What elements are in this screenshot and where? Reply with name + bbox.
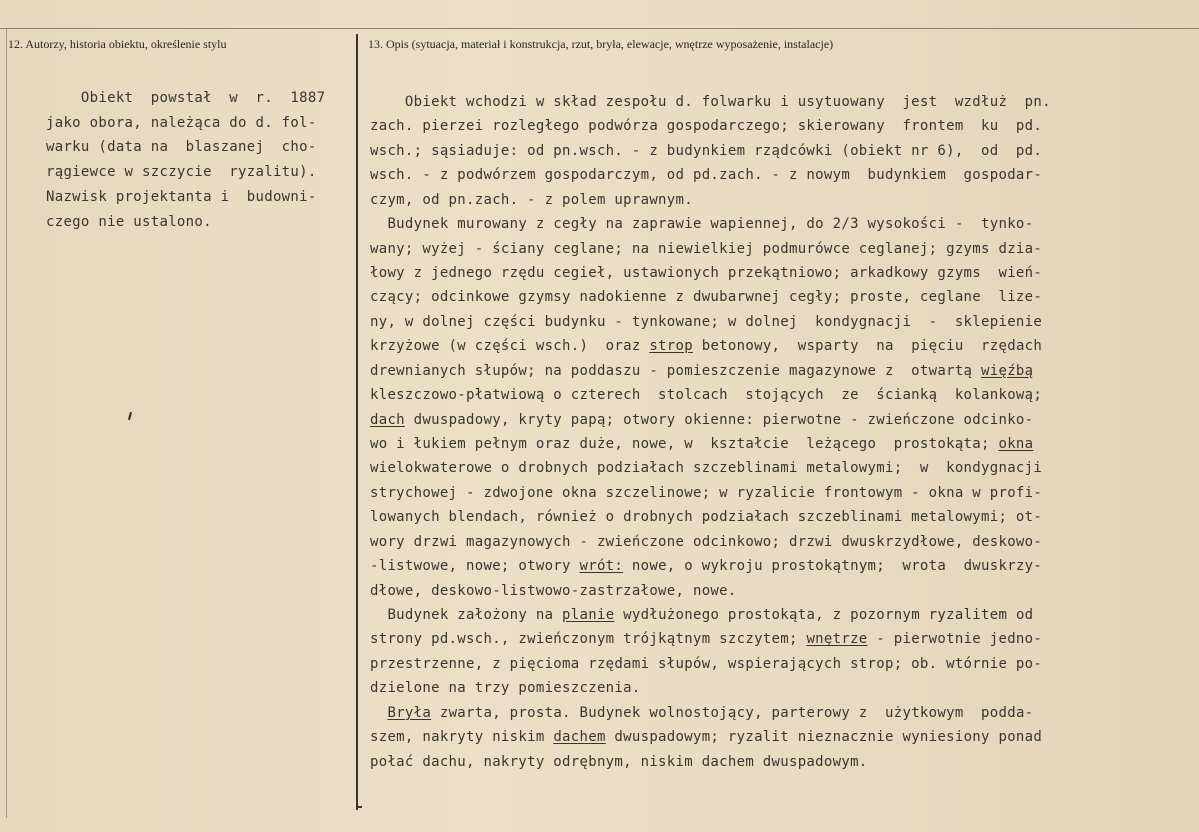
text-segment: wsch.; sąsiaduje: od pn.wsch. - z budynkiem rządcówki (obiekt nr 6), od pd. (370, 142, 1043, 159)
divider-tick (356, 806, 362, 808)
text-segment: - pierwotnie jedno- (867, 631, 1043, 648)
left-text-line: rągiewce w szczycie ryzalitu). (46, 164, 317, 181)
text-segment: przestrzenne, z pięcioma rzędami słupów, wspierających strop; ob. wtórnie po- (370, 655, 1043, 672)
text-segment: ny, w dolnej części budynku - tynkowane; w dolnej kondygnacji - sklepienie (370, 313, 1043, 330)
text-segment (370, 705, 387, 721)
text-segment: szem, nakryty niskim (370, 729, 554, 746)
description-text-line (370, 460, 1042, 476)
description-text-line (370, 167, 1042, 183)
text-segment: kleszczowo-płatwiową o czterech stolcach stojących ze ścianką kolankową; (370, 387, 1043, 404)
description-text-line (370, 705, 1033, 721)
left-text-line: jako obora, należąca do d. fol- (46, 114, 317, 131)
underlined-term: wnętrze (806, 631, 868, 648)
description-text-line (370, 485, 1042, 501)
underlined-term: strop (649, 338, 693, 355)
description-text-line (370, 583, 737, 599)
description-text-line (370, 118, 1042, 134)
text-segment: połać dachu, nakryty odrębnym, niskim dachem dwuspadowym. (370, 753, 868, 770)
text-segment: lowanych blendach, również o drobnych podziałach szczeblinami metalowymi; ot- (370, 509, 1043, 526)
text-segment: czym, od pn.zach. - z polem uprawnym. (370, 191, 693, 208)
text-segment: strony pd.wsch., zwieńczonym trójkątnym szczytem; (370, 631, 807, 648)
description-text-line (370, 509, 1042, 525)
left-text-line: Nazwisk projektanta i budowni- (46, 188, 317, 205)
description-text-line (370, 265, 1042, 281)
text-segment: wany; wyżej - ściany ceglane; na niewielkiej podmurówce ceglanej; gzyms dzia- (370, 240, 1043, 257)
underlined-term: więźbą (981, 362, 1034, 379)
description-text-line (370, 631, 1042, 647)
text-segment: nowe, o wykroju prostokątnym; wrota dwuskrzy- (623, 558, 1043, 575)
top-rule (0, 28, 1199, 29)
description-text-line (370, 314, 1042, 330)
text-segment: Budynek założony na (370, 607, 563, 624)
underlined-term: wrót: (579, 558, 624, 575)
description-text-line (370, 680, 641, 696)
text-segment: wielokwaterowe o drobnych podziałach szczeblinami metalowymi; w kondygnacji (370, 460, 1043, 477)
description-text-line (370, 94, 1051, 110)
underlined-term: dachem (553, 729, 606, 746)
text-segment: dwuspadowym; ryzalit nieznacznie wyniesiony ponad (605, 729, 1043, 746)
text-segment: zach. pierzei rozległego podwórza gospodarczego; skierowany frontem ku pd. (370, 118, 1043, 135)
underlined-term: dach (370, 411, 405, 428)
underlined-term: Bryła (387, 704, 432, 721)
text-segment: wo i łukiem pełnym oraz duże, nowe, w kształcie leżącego prostokąta; (370, 436, 999, 453)
section-13-heading: 13. Opis (sytuacja, materiał i konstrukcja, rzut, bryła, elewacje, wnętrze wyposażenie, instalacje) (368, 37, 834, 51)
text-segment: strychowej - zdwojone okna szczelinowe; w ryzalicie frontowym - okna w profi- (370, 484, 1043, 501)
description-text-line (370, 363, 1033, 379)
text-segment: wsch. - z podwórzem gospodarczym, od pd.zach. - z nowym budynkiem gospodar- (370, 167, 1043, 184)
text-segment: łowy z jednego rzędu cegieł, ustawionych przekątniowo; arkadkowy gzyms wień- (370, 265, 1043, 281)
description-text-line (370, 412, 1033, 428)
description-text-line (370, 754, 868, 770)
text-segment: Obiekt wchodzi w skład zespołu d. folwarku i usytuowany jest wzdłuż pn. (370, 94, 1051, 110)
section-12-heading: 12. Autorzy, historia obiektu, określenie stylu (8, 37, 227, 51)
description-text-line (370, 656, 1042, 672)
description-text-line (370, 192, 693, 208)
description-text-line (370, 436, 1033, 452)
description-text-line (370, 558, 1042, 574)
text-segment: dwuspadowy, kryty papą; otwory okienne: pierwotne - zwieńczone odcinko- (404, 411, 1034, 428)
description-text-line (370, 216, 1033, 232)
text-segment: wydłużonego prostokąta, z pozornym ryzalitem od (614, 607, 1034, 624)
text-segment: betonowy, wsparty na pięciu rzędach (692, 338, 1043, 355)
text-segment: zwarta, prosta. Budynek wolnostojący, parterowy z użytkowym podda- (431, 704, 1034, 721)
text-segment: dłowe, deskowo-listwowo-zastrzałowe, nowe. (370, 582, 737, 599)
left-margin-line (6, 28, 7, 818)
left-text-line: czego nie ustalono. (46, 213, 212, 230)
ink-speck (128, 412, 132, 420)
underlined-term: okna (998, 436, 1034, 453)
description-text-line (370, 143, 1042, 159)
text-segment: drewnianych słupów; na poddaszu - pomieszczenie magazynowe z otwartą (370, 362, 982, 379)
text-segment: dzielone na trzy pomieszczenia. (370, 680, 641, 697)
description-text-line (370, 729, 1042, 745)
text-segment: -listwowe, nowe; otwory (370, 558, 580, 575)
description-text-line (370, 289, 1042, 305)
text-segment: krzyżowe (w części wsch.) oraz (370, 338, 650, 355)
left-text-line: Obiekt powstał w r. 1887 (46, 90, 326, 106)
left-text-line: warku (data na blaszanej cho- (46, 139, 317, 156)
description-text-line (370, 387, 1042, 403)
column-divider (356, 34, 358, 810)
description-text-line (370, 241, 1042, 257)
text-segment: Budynek murowany z cegły na zaprawie wapiennej, do 2/3 wysokości - tynko- (370, 216, 1034, 233)
text-segment: wory drzwi magazynowych - zwieńczone odcinkowo; drzwi dwuskrzydłowe, deskowo- (370, 533, 1043, 550)
description-text-line (370, 534, 1042, 550)
underlined-term: planie (562, 607, 615, 624)
text-segment: czący; odcinkowe gzymsy nadokienne z dwubarwnej cegły; proste, ceglane lize- (370, 289, 1043, 306)
description-text-line (370, 607, 1033, 623)
description-text-line (370, 338, 1042, 354)
